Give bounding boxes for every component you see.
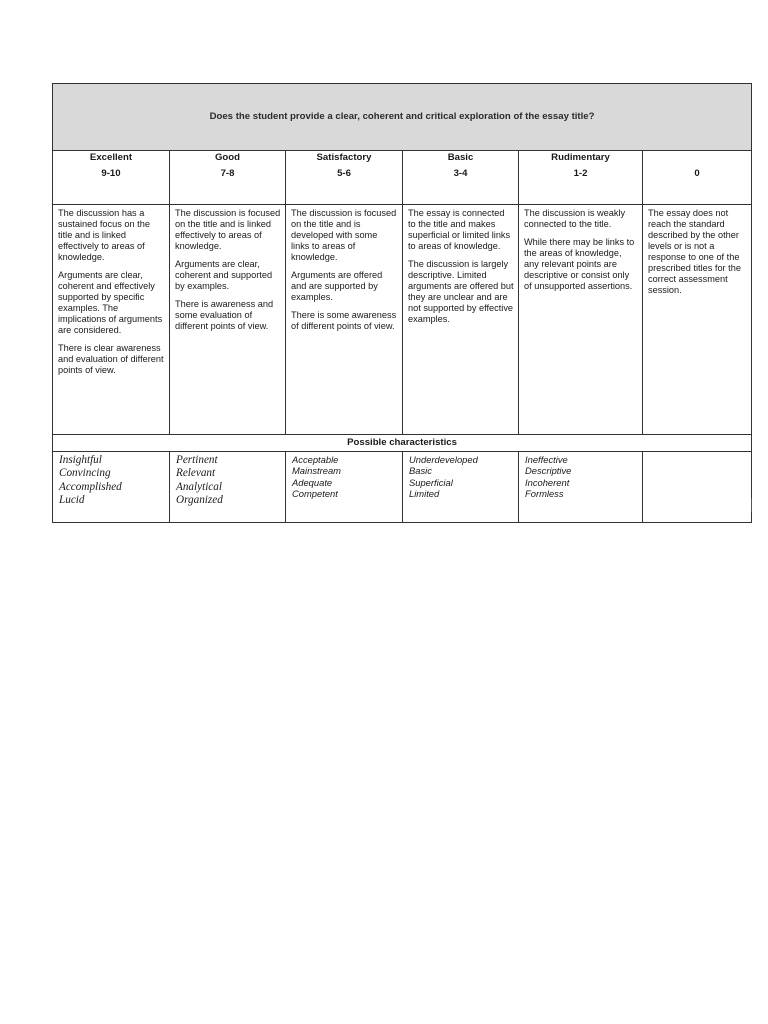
question-row: [53, 84, 752, 151]
characteristic-word: Acceptable: [292, 454, 339, 465]
descriptor-excellent: [53, 205, 170, 435]
descriptor-paragraph: There is clear awareness and evaluation of different points of view.: [58, 343, 164, 376]
descriptor-paragraph: There is awareness and some evaluation of different points of view.: [175, 299, 274, 332]
characteristics-zero: [643, 452, 752, 523]
characteristics-basic: [403, 452, 519, 523]
characteristic-word: Ineffective: [525, 454, 568, 465]
characteristics-row: [53, 452, 752, 523]
descriptor-zero: [643, 205, 752, 435]
descriptor-paragraph: The discussion is focused on the title and is linked effectively to areas of knowledge.: [175, 208, 281, 252]
level-range: 7-8: [220, 167, 235, 179]
characteristic-word: Pertinent: [176, 454, 218, 466]
characteristic-word: Limited: [409, 487, 440, 499]
descriptor-paragraph: There is some awareness of different points of view.: [291, 310, 397, 332]
level-name: Satisfactory: [316, 152, 372, 163]
characteristics-header-row: [53, 435, 752, 452]
descriptor-paragraph: The essay is connected to the title and makes superficial or limited links to areas of knowledge.: [408, 208, 511, 252]
characteristic-word: Superficial: [409, 476, 453, 488]
question-cell: [53, 84, 752, 151]
characteristic-word: Formless: [525, 487, 564, 499]
characteristic-word: Adequate: [292, 476, 333, 488]
characteristic-word: Mainstream: [292, 465, 341, 477]
level-header-zero: [643, 151, 752, 205]
characteristic-word: Insightful: [59, 454, 102, 466]
characteristic-word: Relevant: [176, 467, 216, 480]
descriptor-row: [53, 205, 752, 435]
descriptor-paragraph: Arguments are clear, coherent and supported by examples.: [175, 259, 273, 292]
characteristic-word: Incoherent: [525, 476, 570, 488]
level-header-basic: [403, 151, 519, 205]
assessment-rubric-table: [52, 83, 752, 523]
level-header-row: [53, 151, 752, 205]
characteristic-word: Competent: [292, 487, 338, 499]
descriptor-paragraph: The essay does not reach the standard described by the other levels or is not a response to one of the prescribed titles for the correct assessment session.: [648, 208, 741, 296]
descriptor-paragraph: The discussion is weakly connected to the title.: [524, 208, 626, 230]
characteristic-word: Accomplished: [59, 480, 122, 493]
rubric-question: Does the student provide a clear, coherent and critical exploration of the essay title?: [209, 111, 595, 123]
characteristic-word: Organized: [176, 494, 223, 507]
descriptor-paragraph: Arguments are clear, coherent and effectively supported by specific examples. The implications of arguments are considered.: [58, 270, 163, 336]
level-range: 3-4: [453, 167, 468, 179]
descriptor-paragraph: Arguments are offered and are supported by examples.: [291, 270, 383, 303]
descriptor-paragraph: The discussion is focused on the title and is developed with some links to areas of knowledge.: [291, 208, 397, 263]
page-edge-mark: [751, 498, 752, 512]
level-range: 0: [694, 167, 700, 179]
characteristics-header-cell: [53, 435, 752, 452]
level-range: 9-10: [101, 167, 121, 179]
characteristic-word: Basic: [409, 465, 432, 477]
level-name: Basic: [447, 152, 474, 163]
characteristic-word: Descriptive: [525, 465, 572, 477]
level-header-good: [170, 151, 286, 205]
characteristic-word: Analytical: [176, 480, 222, 493]
level-range: 1-2: [573, 167, 588, 179]
characteristic-word: Convincing: [59, 467, 111, 480]
characteristic-word: Underdeveloped: [409, 454, 478, 465]
descriptor-paragraph: The discussion is largely descriptive. Limited arguments are offered but they are unclear and are not supported by effective examples.: [408, 259, 514, 325]
level-range: 5-6: [337, 167, 351, 179]
level-header-rudimentary: [519, 151, 643, 205]
level-header-excellent: [53, 151, 170, 205]
characteristics-header: Possible characteristics: [347, 437, 457, 449]
descriptor-paragraph: The discussion has a sustained focus on the title and is linked effectively to areas of knowledge.: [58, 208, 150, 263]
level-name: Excellent: [89, 152, 133, 163]
level-name: Rudimentary: [551, 152, 610, 163]
descriptor-paragraph: While there may be links to the areas of knowledge, any relevant points are descriptive or consist only of unsupported assertions.: [524, 237, 635, 292]
level-name: Good: [214, 152, 241, 163]
level-header-satisfactory: [286, 151, 403, 205]
descriptor-rudimentary: [519, 205, 643, 435]
descriptor-satisfactory: [286, 205, 403, 435]
descriptor-basic: [403, 205, 519, 435]
characteristics-rudimentary: [519, 452, 643, 523]
characteristics-good: [170, 452, 286, 523]
characteristic-word: Lucid: [59, 494, 85, 507]
characteristics-excellent: [53, 452, 170, 523]
characteristics-satisfactory: [286, 452, 403, 523]
level-name: [643, 152, 751, 164]
descriptor-good: [170, 205, 286, 435]
